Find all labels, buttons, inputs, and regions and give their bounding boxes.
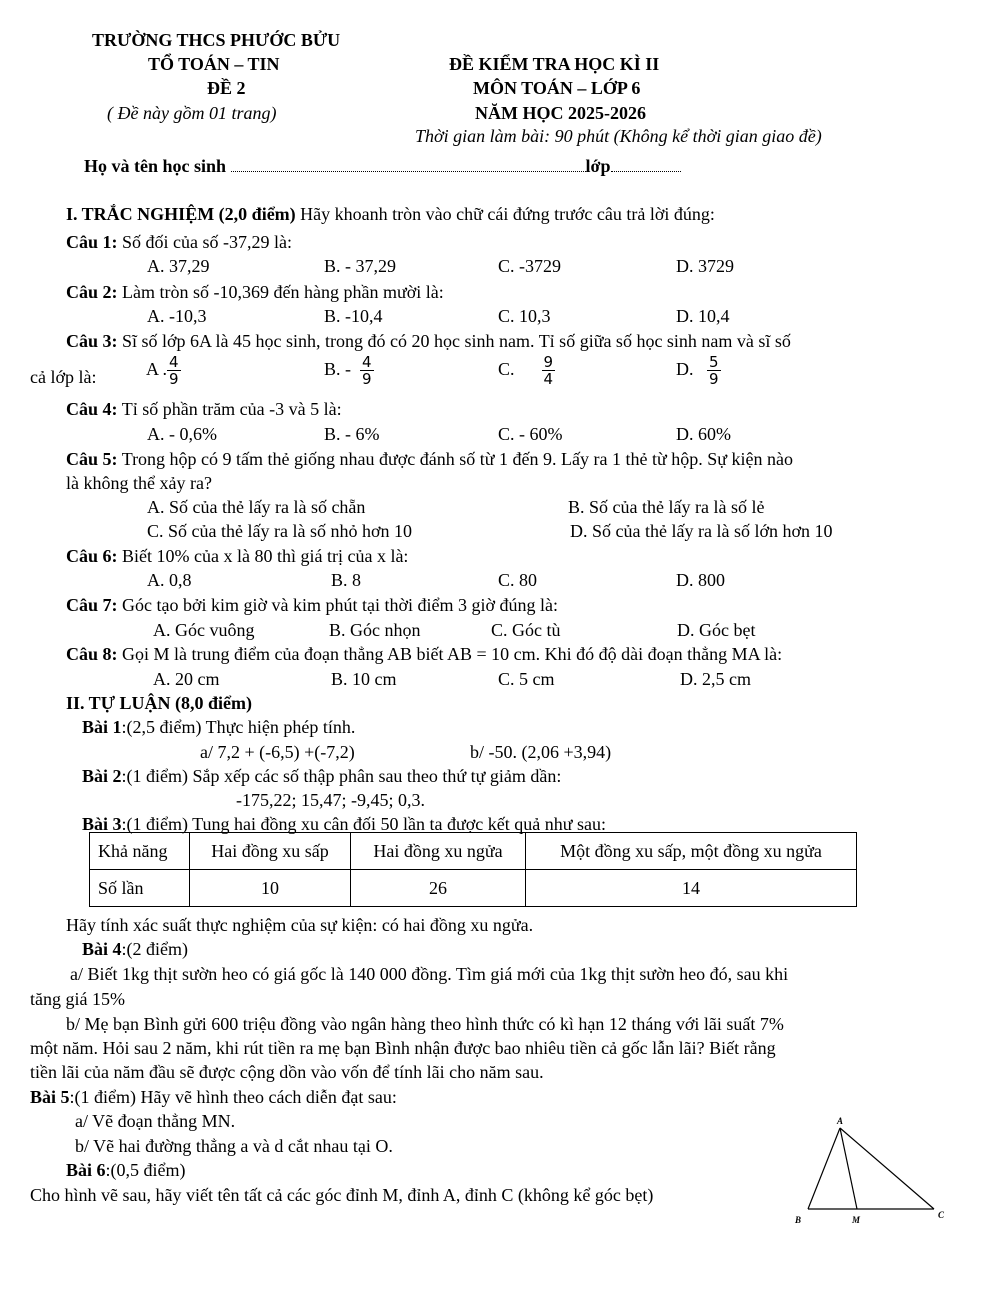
bai1-part-b: b/ -50. (2,06 +3,94) xyxy=(470,742,612,762)
q2-option-c[interactable]: C. 10,3 xyxy=(498,306,551,326)
q5-option-d[interactable]: D. Số của thẻ lấy ra là số lớn hơn 10 xyxy=(570,521,833,541)
question-6 xyxy=(66,545,408,567)
exam-subject: MÔN TOÁN – LỚP 6 xyxy=(473,78,641,98)
q3-option-b[interactable] xyxy=(324,352,374,387)
exam-year: NĂM HỌC 2025-2026 xyxy=(475,103,646,123)
question-1 xyxy=(66,231,292,253)
q7-option-b[interactable]: B. Góc nhọn xyxy=(329,620,421,640)
bai-4 xyxy=(82,938,188,960)
bai1-part-a: a/ 7,2 + (-6,5) +(-7,2) xyxy=(200,742,355,762)
bai4-b-line1: b/ Mẹ bạn Bình gửi 600 triệu đồng vào ngân hàng theo hình thức có kì hạn 12 tháng với lãi suất 7% xyxy=(66,1014,784,1034)
q2-option-a[interactable]: A. -10,3 xyxy=(147,306,207,326)
q3-d-letter: D. xyxy=(676,359,694,379)
q1-option-d[interactable]: D. 3729 xyxy=(676,256,734,276)
q3-b-den: 9 xyxy=(362,370,372,389)
vertex-a-label: A xyxy=(837,1116,844,1126)
question-8 xyxy=(66,643,782,665)
q1-option-a[interactable]: A. 37,29 xyxy=(147,256,210,276)
table-cell: 26 xyxy=(351,870,526,907)
table-header-cell: Hai đồng xu sấp xyxy=(190,833,351,870)
q3-text-cont: cả lớp là: xyxy=(30,367,97,387)
q3-c-den: 4 xyxy=(543,370,554,389)
question-3 xyxy=(66,330,791,352)
q6-option-c[interactable]: C. 80 xyxy=(498,570,538,590)
q8-option-d[interactable]: D. 2,5 cm xyxy=(680,669,751,689)
bai2-label: Bài 2 xyxy=(82,766,122,786)
bai6-question: Cho hình vẽ sau, hãy viết tên tất cả các góc đỉnh M, đỉnh A, đỉnh C (không kể góc bẹt) xyxy=(30,1185,654,1205)
q5-label: Câu 5: xyxy=(66,449,118,469)
q7-label: Câu 7: xyxy=(66,595,118,615)
q3-d-fraction xyxy=(707,354,721,387)
q1-option-c[interactable]: C. -3729 xyxy=(498,256,561,276)
q8-option-b[interactable]: B. 10 cm xyxy=(331,669,397,689)
q1-text: Số đối của số -37,29 là: xyxy=(122,232,292,252)
question-2 xyxy=(66,281,444,303)
exam-time: Thời gian làm bài: 90 phút (Không kể thời gian giao đề) xyxy=(415,126,822,146)
bai3-label: Bài 3 xyxy=(82,814,122,834)
q4-option-a[interactable]: A. - 0,6% xyxy=(147,424,217,444)
bai5-part-b: b/ Vẽ hai đường thẳng a và d cắt nhau tại O. xyxy=(75,1136,393,1156)
question-7 xyxy=(66,594,558,616)
student-info-line xyxy=(84,155,681,177)
q3-a-fraction xyxy=(167,354,181,387)
q3-c-letter: C. xyxy=(498,359,515,379)
bai-2 xyxy=(82,765,561,787)
bai5-part-a: a/ Vẽ đoạn thẳng MN. xyxy=(75,1111,236,1131)
bai4-a-line1: a/ Biết 1kg thịt sườn heo có giá gốc là 140 000 đồng. Tìm giá mới của 1kg thịt sườn heo đó, sau khi xyxy=(70,964,789,984)
q2-option-d[interactable]: D. 10,4 xyxy=(676,306,730,326)
bai2-text: :(1 điểm) Sắp xếp các số thập phân sau theo thứ tự giảm dần: xyxy=(121,766,562,786)
q3-d-den: 9 xyxy=(709,370,719,389)
table-cell: 10 xyxy=(190,870,351,907)
class-label: lớp xyxy=(585,156,611,176)
bai3-question: Hãy tính xác suất thực nghiệm của sự kiện: có hai đồng xu ngửa. xyxy=(66,915,534,935)
table-cell: Số lần xyxy=(90,870,190,907)
vertex-b-label: B xyxy=(795,1215,802,1225)
q4-text: Tỉ số phần trăm của -3 và 5 là: xyxy=(121,399,342,419)
q5-text-cont: là không thể xảy ra? xyxy=(66,473,212,493)
q3-c-fraction xyxy=(542,354,556,387)
part1-instruction: Hãy khoanh tròn vào chữ cái đứng trước câu trả lời đúng: xyxy=(300,204,715,224)
q3-a-den: 9 xyxy=(169,370,179,389)
table-header-cell: Hai đồng xu ngửa xyxy=(351,833,526,870)
exam-title: ĐỀ KIỂM TRA HỌC KÌ II xyxy=(449,54,660,74)
q2-option-b[interactable]: B. -10,4 xyxy=(324,306,383,326)
q6-label: Câu 6: xyxy=(66,546,118,566)
q6-option-a[interactable]: A. 0,8 xyxy=(147,570,192,590)
bai6-label: Bài 6 xyxy=(66,1160,106,1180)
table-header-cell: Một đồng xu sấp, một đồng xu ngửa xyxy=(526,833,857,870)
bai3-text: :(1 điểm) Tung hai đồng xu cân đối 50 lần ta được kết quả như sau: xyxy=(121,814,606,834)
vertex-m-label: M xyxy=(852,1215,861,1225)
q6-option-d[interactable]: D. 800 xyxy=(676,570,725,590)
q3-a-num: 4 xyxy=(169,353,179,372)
q5-option-a[interactable]: A. Số của thẻ lấy ra là số chẵn xyxy=(147,497,366,517)
q8-option-a[interactable]: A. 20 cm xyxy=(153,669,220,689)
bai4-text: :(2 điểm) xyxy=(121,939,188,959)
bai-5 xyxy=(30,1086,397,1108)
q7-text: Góc tạo bởi kim giờ và kim phút tại thời điểm 3 giờ đúng là: xyxy=(122,595,559,615)
bai1-text: :(2,5 điểm) Thực hiện phép tính. xyxy=(121,717,356,737)
q3-text: Sĩ số lớp 6A là 45 học sinh, trong đó có 20 học sinh nam. Tỉ số giữa số học sinh nam và sĩ số xyxy=(122,331,791,351)
results-table xyxy=(89,832,857,907)
table-header-cell: Khả năng xyxy=(90,833,190,870)
part1-title: I. TRẮC NGHIỆM (2,0 điểm) xyxy=(66,204,296,224)
bai5-text: :(1 điểm) Hãy vẽ hình theo cách diễn đạt sau: xyxy=(69,1087,397,1107)
name-blank[interactable] xyxy=(231,157,586,172)
q4-option-b[interactable]: B. - 6% xyxy=(324,424,380,444)
q7-option-a[interactable]: A. Góc vuông xyxy=(153,620,255,640)
class-blank[interactable] xyxy=(611,157,681,172)
q3-b-num: 4 xyxy=(362,353,372,372)
q4-option-d[interactable]: D. 60% xyxy=(676,424,731,444)
exam-code: ĐỀ 2 xyxy=(207,78,246,98)
q2-label: Câu 2: xyxy=(66,282,118,302)
table-header-row xyxy=(90,833,857,870)
q5-option-c[interactable]: C. Số của thẻ lấy ra là số nhỏ hơn 10 xyxy=(147,521,412,541)
part1-heading xyxy=(66,203,715,225)
bai4-label: Bài 4 xyxy=(82,939,122,959)
table-cell: 14 xyxy=(526,870,857,907)
q3-b-letter: B. - xyxy=(324,359,351,379)
q7-option-d[interactable]: D. Góc bẹt xyxy=(677,620,756,640)
q4-option-c[interactable]: C. - 60% xyxy=(498,424,563,444)
q8-option-c[interactable]: C. 5 cm xyxy=(498,669,555,689)
group-name: TỔ TOÁN – TIN xyxy=(148,54,280,74)
q4-label: Câu 4: xyxy=(66,399,118,419)
bai2-numbers: -175,22; 15,47; -9,45; 0,3. xyxy=(236,790,425,810)
q6-text: Biết 10% của x là 80 thì giá trị của x là: xyxy=(122,546,409,566)
page-count: ( Đề này gồm 01 trang) xyxy=(107,103,277,123)
q3-option-a[interactable] xyxy=(146,352,181,387)
school-name: TRƯỜNG THCS PHƯỚC BỬU xyxy=(92,30,341,50)
q3-c-num: 9 xyxy=(543,353,554,372)
question-4 xyxy=(66,398,342,420)
bai5-label: Bài 5 xyxy=(30,1087,70,1107)
question-5 xyxy=(66,448,793,470)
q3-label: Câu 3: xyxy=(66,331,118,351)
q3-b-fraction xyxy=(360,354,374,387)
bai6-text: :(0,5 điểm) xyxy=(105,1160,186,1180)
q8-text: Gọi M là trung điểm của đoạn thẳng AB biết AB = 10 cm. Khi đó độ dài đoạn thẳng MA là: xyxy=(122,644,783,664)
q3-option-d[interactable] xyxy=(676,352,721,387)
q3-d-num: 5 xyxy=(709,353,719,372)
bai4-a-line2: tăng giá 15% xyxy=(30,989,125,1009)
table-row xyxy=(90,870,857,907)
bai4-b-line3: tiền lãi của năm đầu sẽ được cộng dồn vào vốn để tính lãi cho năm sau. xyxy=(30,1062,544,1082)
bai1-label: Bài 1 xyxy=(82,717,122,737)
q5-option-b[interactable]: B. Số của thẻ lấy ra là số lẻ xyxy=(568,497,765,517)
bai4-b-line2: một năm. Hỏi sau 2 năm, khi rút tiền ra mẹ bạn Bình nhận được bao nhiêu tiền cả gốc lẫn lãi? Biết rằng xyxy=(30,1038,776,1058)
q7-option-c[interactable]: C. Góc tù xyxy=(491,620,561,640)
q8-label: Câu 8: xyxy=(66,644,118,664)
q6-option-b[interactable]: B. 8 xyxy=(331,570,362,590)
name-label: Họ và tên học sinh xyxy=(84,156,227,176)
q1-option-b[interactable]: B. - 37,29 xyxy=(324,256,396,276)
part2-title: II. TỰ LUẬN (8,0 điểm) xyxy=(66,693,253,713)
triangle-figure xyxy=(790,1112,950,1227)
vertex-c-label: C xyxy=(938,1210,945,1220)
bai-6 xyxy=(66,1159,186,1181)
q3-a-letter: A . xyxy=(146,359,168,379)
bai-1 xyxy=(82,716,355,738)
q5-text: Trong hộp có 9 tấm thẻ giống nhau được đánh số từ 1 đến 9. Lấy ra 1 thẻ từ hộp. Sự kiện nào xyxy=(121,449,793,469)
segment-ab xyxy=(808,1128,840,1209)
q2-text: Làm tròn số -10,369 đến hàng phần mười là: xyxy=(122,282,444,302)
q3-option-c[interactable] xyxy=(498,352,555,387)
q1-label: Câu 1: xyxy=(66,232,118,252)
